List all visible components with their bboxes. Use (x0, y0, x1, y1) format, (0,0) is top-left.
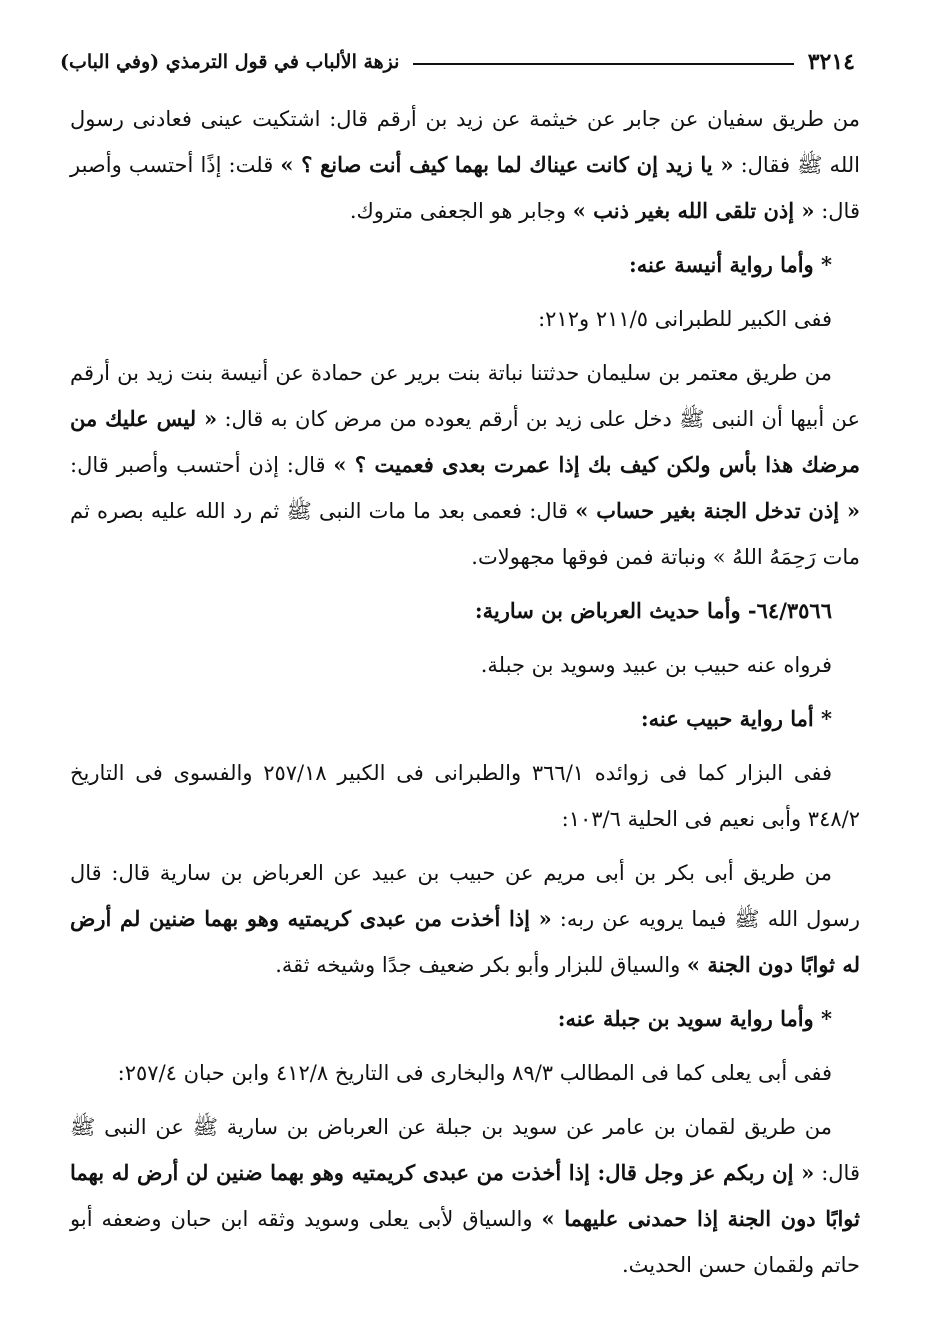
text-segment: وجابر هو الجعفى متروك. (349, 199, 573, 223)
text-segment: قال: إذن أحتسب وأصبر قال: (70, 453, 334, 477)
text-segment: قال: فعمى بعد ما مات النبى ﷺ ثم رد الله عليه بصره ثم مات رَحِمَهُ اللهُ » ونباتة فمن فوقها مجهولات. (70, 499, 860, 569)
text-segment: والسياق للبزار وأبو بكر ضعيف جدًا وشيخه ثقة. (275, 953, 687, 977)
page-number: ٣٢١٤ (807, 49, 855, 75)
text-segment: ففى البزار كما فى زوائده ٣٦٦/١ والطبرانى فى الكبير ٢٥٧/١٨ والفسوى فى التاريخ ٣٤٨/٢ وأبى نعيم فى الحلية ١٠٣/٦: (70, 761, 860, 831)
text-paragraph (70, 296, 860, 342)
text-paragraph (70, 96, 860, 234)
text-paragraph (70, 750, 860, 842)
text-segment: من طريق معتمر بن سليمان حدثتنا نباتة بنت برير عن حمادة عن أنيسة بنت زيد بن أرقم عن أبيها أن النبى ﷺ دخل على زيد بن أرقم يعوده من مرض كان به قال: (70, 361, 860, 431)
hadith-quote: « إذن تدخل الجنة بغير حساب » (575, 498, 860, 523)
section-heading: * أما رواية حبيب عنه: (640, 706, 832, 731)
text-segment: من طريق لقمان بن عامر عن سويد بن جبلة عن العرباض بن سارية ﷺ عن النبى ﷺ قال: (70, 1115, 860, 1185)
hadith-quote: « ليس عليك من مرضك هذا بأس ولكن كيف بك إذا عمرت بعدى فعميت ؟ » (70, 406, 861, 477)
text-segment: فرواه عنه حبيب بن عبيد وسويد بن جبلة. (480, 653, 832, 677)
text-segment: والسياق لأبى يعلى وسويد وثقه ابن حبان وضعفه أبو حاتم ولقمان حسن الحديث. (70, 1207, 860, 1277)
text-segment: قلت: إذًا أحتسب وأصبر قال: (70, 153, 860, 223)
page-header (60, 42, 855, 82)
header-rule (413, 63, 793, 65)
hadith-quote: « إن ربكم عز وجل قال: إذا أخذت من عبدى كريمتيه وهو بهما ضنين لن أرض له بهما ثوابًا دون الجنة إذا حمدنى عليهما » (70, 1160, 860, 1231)
section-heading: * وأما رواية أنيسة عنه: (629, 252, 832, 277)
section-heading: ٦٤/٣٥٦٦- وأما حديث العرباض بن سارية: (474, 598, 832, 623)
text-paragraph (70, 1050, 860, 1096)
text-segment: ففى أبى يعلى كما فى المطالب ٨٩/٣ والبخارى فى التاريخ ٤١٢/٨ وابن حبان ٢٥٧/٤: (117, 1061, 832, 1085)
text-paragraph (70, 1104, 860, 1288)
text-segment: ففى الكبير للطبرانى ٢١١/٥ و٢١٢: (538, 307, 832, 331)
text-paragraph (70, 642, 860, 688)
text-paragraph (70, 850, 860, 988)
page-body (70, 96, 860, 1296)
text-segment: من طريق أبى بكر بن أبى مريم عن حبيب بن عبيد عن العرباض بن سارية قال: قال رسول الله ﷺ فيما يرويه عن ربه: (70, 861, 861, 931)
hadith-quote: « إذا أخذت من عبدى كريمتيه وهو بهما ضنين لم أرض له ثوابًا دون الجنة » (70, 906, 860, 977)
running-title: نزهة الألباب في قول الترمذي (وفي الباب) (60, 51, 400, 73)
text-paragraph (70, 350, 860, 580)
hadith-quote: « إذن تلقى الله بغير ذنب » (572, 198, 815, 223)
text-segment: من طريق سفيان عن جابر عن خيثمة عن زيد بن أرقم قال: اشتكيت عينى فعادنى رسول الله ﷺ فقال: (70, 107, 861, 177)
hadith-quote: « يا زيد إن كانت عيناك لما بهما كيف أنت صانع ؟ » (280, 152, 734, 177)
section-heading: * وأما رواية سويد بن جبلة عنه: (557, 1006, 832, 1031)
